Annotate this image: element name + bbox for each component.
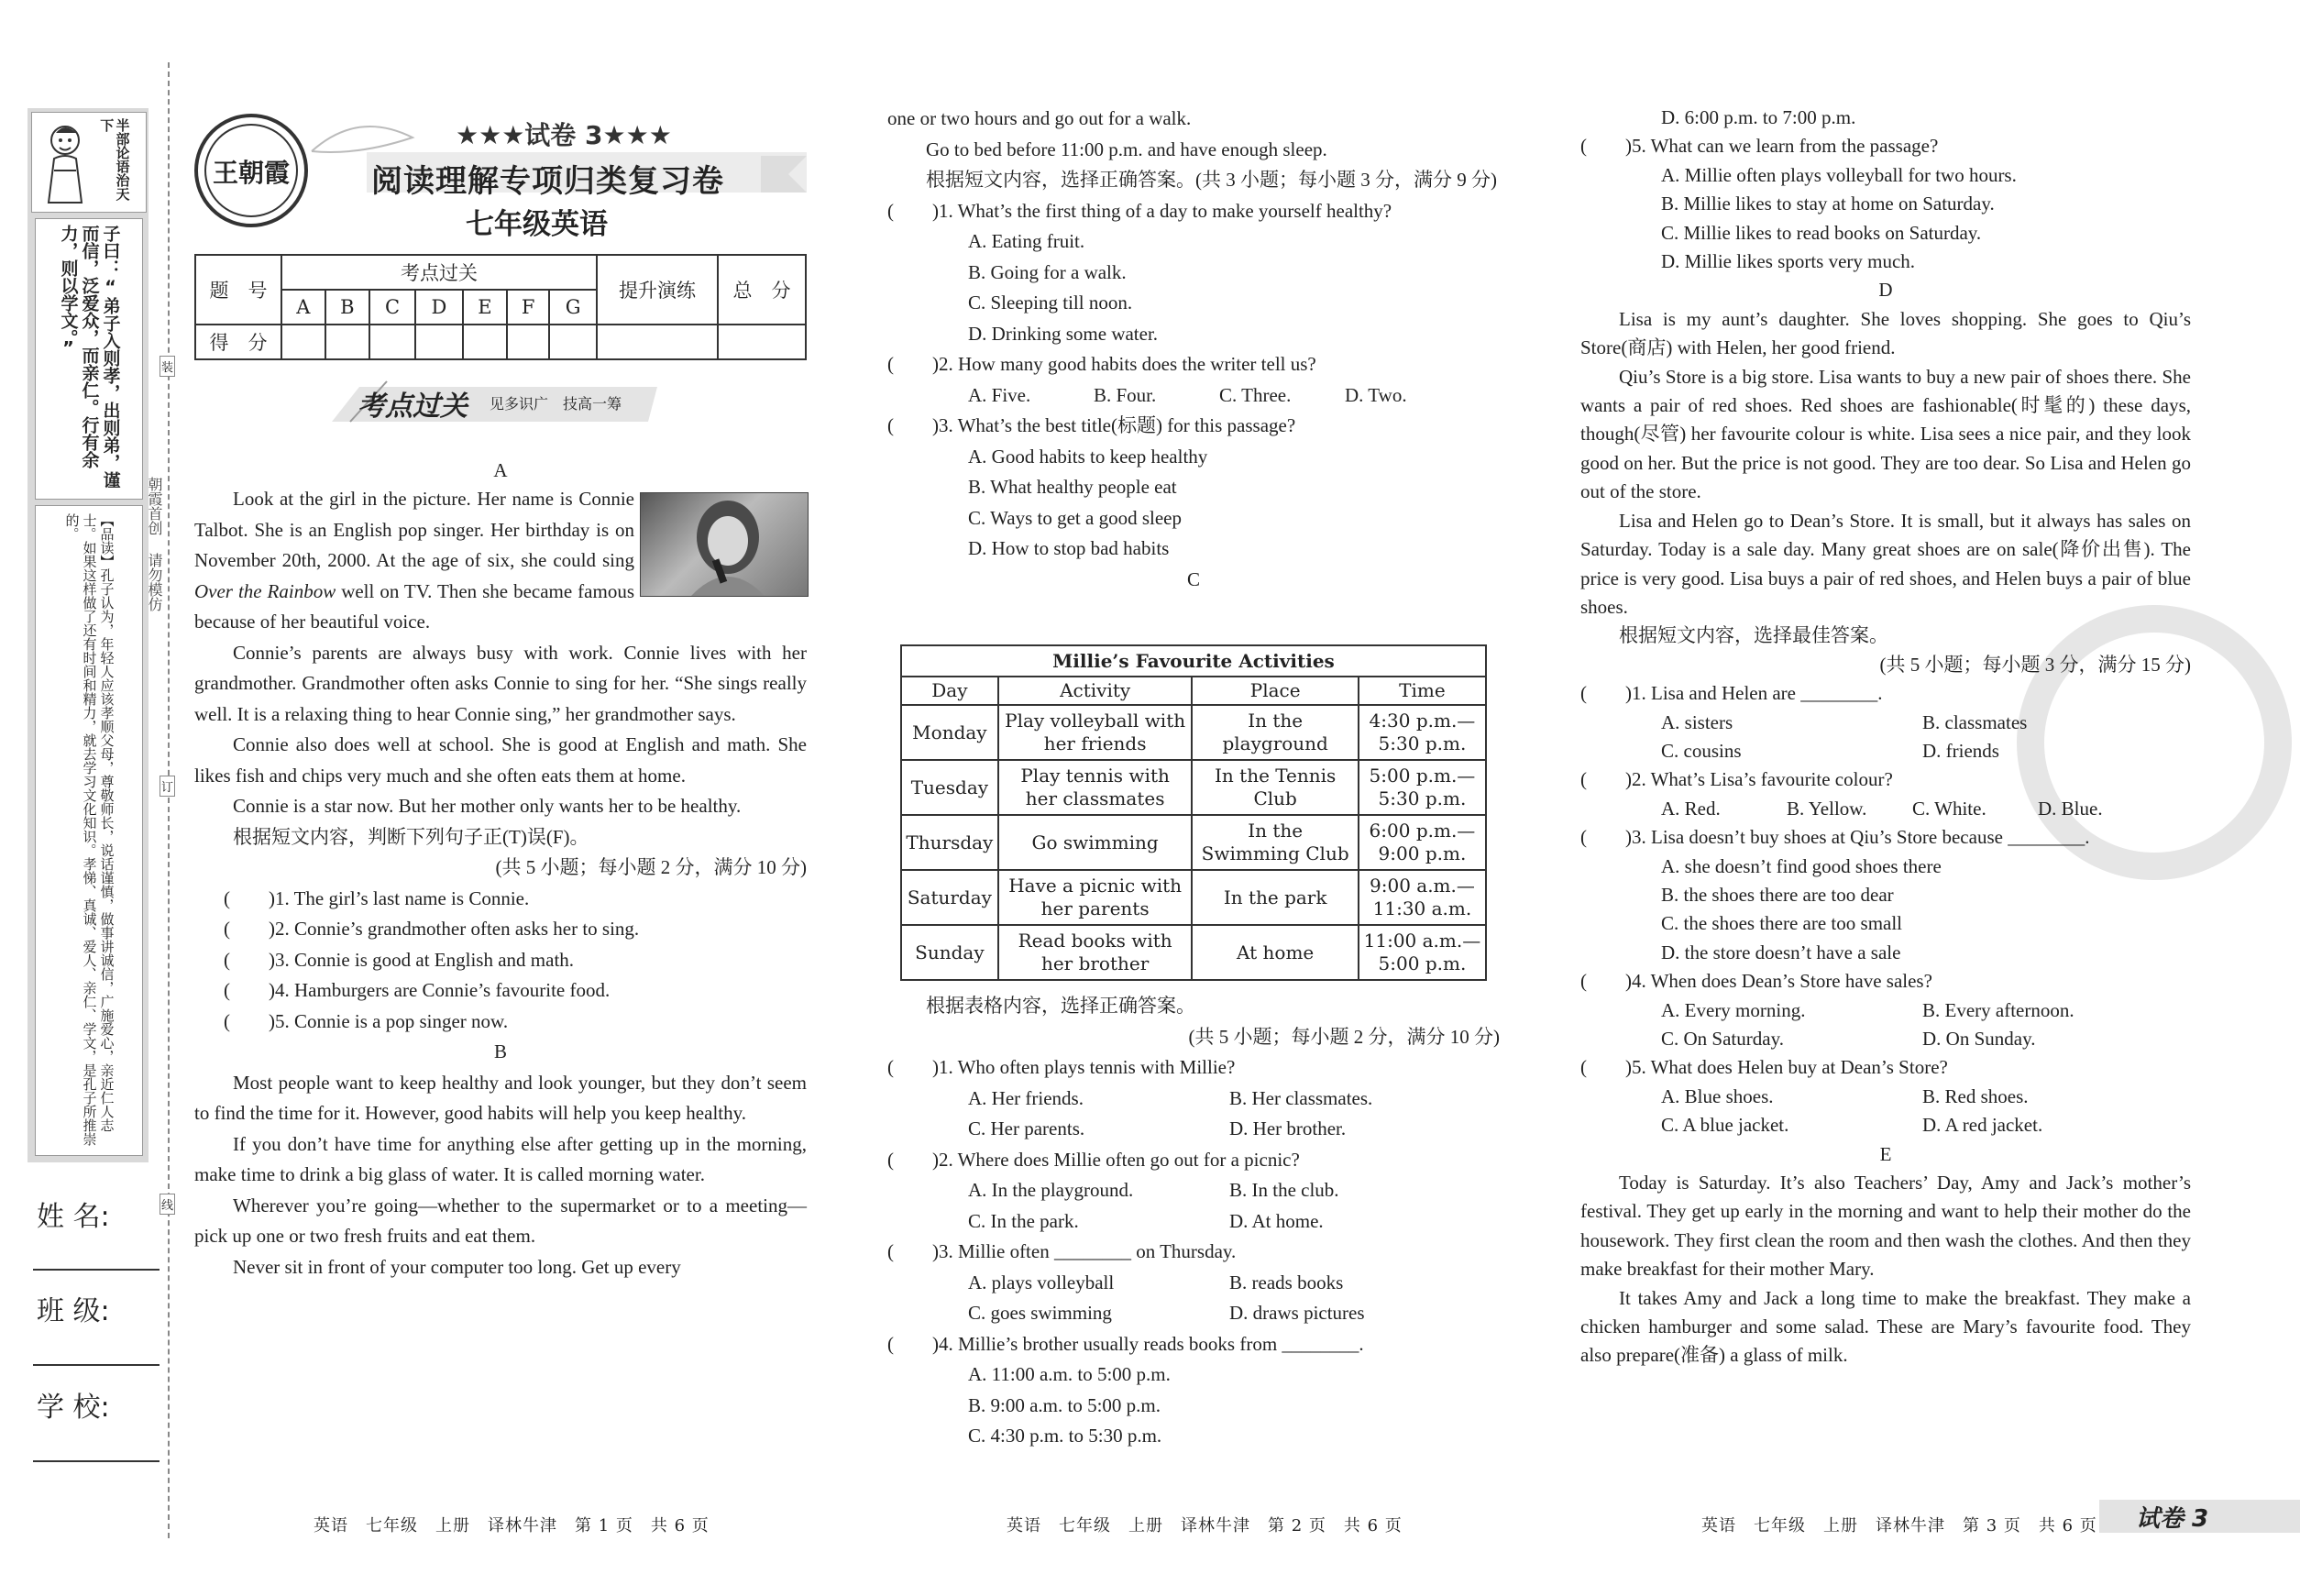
- d-question-3[interactable]: ( )3. Lisa doesn’t buy shoes at Qiu’s Store because ________.: [1580, 826, 2090, 849]
- col-tihao: 题 号: [195, 255, 281, 325]
- b-question-3[interactable]: ( )3. What’s the best title(标题) for this passage?: [887, 414, 1296, 436]
- d-q3-option[interactable]: A. she doesn’t find good shoes there: [1661, 854, 1942, 877]
- passage-d-label: D: [1878, 279, 1893, 302]
- c-q3-option[interactable]: A. plays volleyball: [968, 1271, 1115, 1293]
- table-row: [901, 705, 1486, 760]
- col-zongfen: 总 分: [718, 255, 806, 325]
- school-line[interactable]: [33, 1460, 160, 1462]
- sage-figure-icon: [38, 120, 93, 204]
- b-question-1[interactable]: ( )1. What’s the first thing of a day to make yourself healthy?: [887, 199, 1392, 222]
- letter-cell: D: [415, 290, 463, 325]
- d-q2-option[interactable]: C. White.: [1912, 797, 1986, 820]
- score-cell[interactable]: [507, 325, 549, 359]
- a-question[interactable]: ( )5. Connie is a pop singer now.: [224, 1009, 509, 1032]
- a-para-1-end: well on TV. Then she became famous because of her beautiful voice.: [194, 579, 634, 633]
- d-q1-option[interactable]: D. friends: [1922, 739, 1999, 762]
- e-para-2: It takes Amy and Jack a long time to make the breakfast. They make a chicken hamburger and some salad. These are Mary’s favourite food. They also prepare(准备) a glass of milk.: [1580, 1286, 2191, 1367]
- b-para-4: Never sit in front of your computer too long. Get up every: [233, 1255, 681, 1278]
- song-title: Over the Rainbow: [194, 579, 336, 602]
- c-points: (共 5 小题；每小题 2 分，满分 10 分): [1188, 1025, 1500, 1048]
- letter-cell: E: [463, 290, 507, 325]
- letter-cell: A: [281, 290, 325, 325]
- class-label: 班 级:: [37, 1295, 110, 1327]
- table-title: Millie’s Favourite Activities: [901, 645, 1486, 677]
- footer-page-1: 英语 七年级 上册 译林牛津 第 1 页 共 6 页: [314, 1516, 710, 1535]
- score-table: [194, 254, 807, 360]
- paper-number: ★★★试卷 3★★★: [456, 120, 672, 150]
- c-q4-option[interactable]: D. 6:00 p.m. to 7:00 p.m.: [1661, 106, 1856, 128]
- table-header: Time: [1359, 677, 1486, 705]
- cut-mark: 装: [160, 356, 175, 377]
- c-q5-option[interactable]: C. Millie likes to read books on Saturday.: [1661, 221, 1982, 244]
- c-q5-option[interactable]: A. Millie often plays volleyball for two hours.: [1661, 163, 2017, 186]
- table-cell: Monday: [901, 705, 998, 760]
- table-cell: 9:00 a.m.—11:30 a.m.: [1359, 870, 1486, 925]
- c-q3-option[interactable]: B. reads books: [1229, 1271, 1344, 1293]
- b-q1-option[interactable]: C. Sleeping till noon.: [968, 292, 1133, 314]
- d-question-2[interactable]: ( )2. What’s Lisa’s favourite colour?: [1580, 768, 1893, 791]
- d-q1-option[interactable]: A. sisters: [1661, 710, 1733, 733]
- table-row: [901, 925, 1486, 980]
- c-q1-option[interactable]: A. Her friends.: [968, 1086, 1084, 1109]
- pindu-box: [35, 505, 143, 1156]
- passage-c-label: C: [1186, 567, 1200, 590]
- c-q3-option[interactable]: D. draws pictures: [1229, 1302, 1365, 1324]
- column-2: [887, 104, 1500, 595]
- motto-head: 半部论语治天下: [98, 118, 131, 201]
- table-header: Day: [901, 677, 998, 705]
- table-row: [901, 870, 1486, 925]
- e-para-1: Today is Saturday. It’s also Teachers’ Day, Amy and Jack’s mother’s festival. They get up early in the morning and want to help their mother do the housework. They first clean the room and then wash the clothes. And then they make breakfast for their mother Mary.: [1580, 1172, 2191, 1281]
- score-cell[interactable]: [718, 325, 806, 359]
- c-question-5[interactable]: ( )5. What can we learn from the passage?: [1580, 135, 1939, 158]
- d-para-1: Lisa is my aunt’s daughter. She loves shopping. She goes to Qiu’s Store(商店) with Helen, her good friend.: [1580, 307, 2191, 359]
- passage-b-label: B: [493, 1040, 507, 1062]
- cut-mark: 订: [160, 776, 175, 797]
- c-q4-option[interactable]: C. 4:30 p.m. to 5:30 p.m.: [968, 1425, 1162, 1447]
- b-para-5: Go to bed before 11:00 p.m. and have enough sleep.: [926, 138, 1327, 160]
- b-para-1: Most people want to keep healthy and look younger, but they don’t seem to find the time for it. However, good habits will help you keep healthy.: [194, 1071, 807, 1124]
- d-q5-option[interactable]: B. Red shoes.: [1922, 1084, 2029, 1107]
- c-question-3[interactable]: ( )3. Millie often ________ on Thursday.: [887, 1240, 1237, 1262]
- c-question-2[interactable]: ( )2. Where does Millie often go out for a picnic?: [887, 1148, 1300, 1171]
- table-header: Activity: [998, 677, 1193, 705]
- c-q2-option[interactable]: D. At home.: [1229, 1209, 1324, 1232]
- d-instructions: 根据短文内容，选择最佳答案。: [1619, 624, 1888, 647]
- d-q1-option[interactable]: C. cousins: [1661, 739, 1742, 762]
- d-question-4[interactable]: ( )4. When does Dean’s Store have sales?: [1580, 970, 1932, 993]
- table-cell: 5:00 p.m.—5:30 p.m.: [1359, 760, 1486, 815]
- c-q2-option[interactable]: C. In the park.: [968, 1209, 1079, 1232]
- letter-cell: B: [325, 290, 369, 325]
- letter-cell: G: [549, 290, 597, 325]
- table-cell: Play volleyball with her friends: [998, 705, 1193, 760]
- b-q2-option[interactable]: D. Two.: [1345, 383, 1407, 406]
- col-tisheng: 提升演练: [597, 255, 718, 325]
- letter-cell: F: [507, 290, 549, 325]
- b-instructions: 根据短文内容，选择正确答案。(共 3 小题；每小题 3 分，满分 9 分): [926, 169, 1497, 191]
- a-points: (共 5 小题；每小题 2 分，满分 10 分): [495, 856, 807, 878]
- score-cell[interactable]: [549, 325, 597, 359]
- table-cell: In the park: [1192, 870, 1358, 925]
- table-cell: Go swimming: [998, 815, 1193, 870]
- b-q1-option[interactable]: D. Drinking some water.: [968, 322, 1159, 345]
- pindu-text: 【品读】孔子认为，年轻人应该孝顺父母，尊敬师长，说话谨慎，做事讲诚信，广施爱心，亲近仁人志士。如果这样做了还有时间和精力，就去学习文化知识。孝悌、真诚、爱人、亲仁、学文，是孔子所推崇的。: [63, 513, 116, 1146]
- score-cell[interactable]: [597, 325, 718, 359]
- c-q1-option[interactable]: D. Her brother.: [1229, 1117, 1347, 1139]
- b-para-3: Wherever you’re going—whether to the supermarket or to a meeting—pick up one or two fresh fruits and eat them.: [194, 1194, 807, 1247]
- d-q3-option[interactable]: B. the shoes there are too dear: [1661, 883, 1894, 906]
- score-cell[interactable]: [281, 325, 325, 359]
- passage-a-label: A: [493, 459, 508, 481]
- banner-slogan: 见多识广 技高一筹: [490, 397, 622, 413]
- table-cell: 4:30 p.m.—5:30 p.m.: [1359, 705, 1486, 760]
- b-q2-option[interactable]: C. Three.: [1219, 383, 1292, 406]
- a-para-1: Look at the girl in the picture. Her name is Connie Talbot. She is an English pop singer. Her birthday is on November 20th, 2000. At the age of six, she could sing: [194, 488, 634, 571]
- score-cell[interactable]: [463, 325, 507, 359]
- table-cell: Play tennis with her classmates: [998, 760, 1193, 815]
- a-question[interactable]: ( )1. The girl’s last name is Connie.: [224, 886, 530, 909]
- d-q2-option[interactable]: B. Yellow.: [1787, 797, 1867, 820]
- d-q4-option[interactable]: B. Every afternoon.: [1922, 998, 2074, 1021]
- table-cell: Saturday: [901, 870, 998, 925]
- banner-title: 考点过关: [358, 391, 468, 422]
- c-question-1[interactable]: ( )1. Who often plays tennis with Millie?: [887, 1056, 1236, 1078]
- main-title: 阅读理解专项归类复习卷: [371, 163, 724, 200]
- d-q4-option[interactable]: A. Every morning.: [1661, 998, 1806, 1021]
- a-para-3: Connie also does well at school. She is good at English and math. She likes fish and chips very much and she often eats them at home.: [194, 733, 807, 787]
- c-q2-option[interactable]: A. In the playground.: [968, 1179, 1134, 1201]
- a-question[interactable]: ( )2. Connie’s grandmother often asks her to sing.: [224, 918, 640, 940]
- c-q4-option[interactable]: B. 9:00 a.m. to 5:00 p.m.: [968, 1393, 1161, 1416]
- table-cell: In the Swimming Club: [1192, 815, 1358, 870]
- d-q3-option[interactable]: D. the store doesn’t have a sale: [1661, 941, 1901, 963]
- a-instructions: 根据短文内容，判断下列句子正(T)误(F)。: [233, 825, 589, 848]
- b-question-2[interactable]: ( )2. How many good habits does the writer tell us?: [887, 353, 1316, 375]
- table-cell: 11:00 a.m.—5:00 p.m.: [1359, 925, 1486, 980]
- d-para-3: Lisa and Helen go to Dean’s Store. It is small, but it always has sales on Saturday. Today is a sale day. Many great shoes are on sale(降价出售). The price is very good. Lisa buys a pair of red shoes, and Helen buys a pair of blue shoes.: [1580, 509, 2191, 618]
- d-q2-option[interactable]: D. Blue.: [2038, 797, 2103, 820]
- table-cell: Read books with her brother: [998, 925, 1193, 980]
- b-para-4-cont: one or two hours and go out for a walk.: [887, 107, 1192, 129]
- cut-line: [168, 62, 170, 1538]
- a-question[interactable]: ( )4. Hamburgers are Connie’s favourite food.: [224, 979, 611, 1001]
- c-q1-option[interactable]: C. Her parents.: [968, 1117, 1085, 1139]
- table-cell: Thursday: [901, 815, 998, 870]
- cut-mark: 线: [160, 1194, 175, 1215]
- table-header: Place: [1192, 677, 1358, 705]
- b-q3-option[interactable]: B. What healthy people eat: [968, 476, 1177, 498]
- table-cell: Tuesday: [901, 760, 998, 815]
- b-q1-option[interactable]: B. Going for a walk.: [968, 260, 1127, 283]
- table-row: [901, 815, 1486, 870]
- c-instructions: 根据表格内容，选择正确答案。: [926, 995, 1195, 1017]
- b-para-2: If you don’t have time for anything else after getting up in the morning, make time to drink a big glass of water. It is called morning water.: [194, 1132, 807, 1185]
- quote-box: [35, 218, 143, 500]
- name-label: 姓 名:: [37, 1201, 110, 1233]
- d-question-1[interactable]: ( )1. Lisa and Helen are ________.: [1580, 682, 1883, 705]
- d-q5-option[interactable]: D. A red jacket.: [1922, 1114, 2043, 1137]
- b-q3-option[interactable]: D. How to stop bad habits: [968, 537, 1170, 559]
- seal-text: 朝霞首创 请勿模仿: [146, 477, 163, 611]
- footer-page-2: 英语 七年级 上册 译林牛津 第 2 页 共 6 页: [1007, 1516, 1403, 1535]
- col-kaodian: 考点过关: [281, 255, 597, 290]
- logo-text: 王朝霞: [212, 158, 291, 188]
- score-cell[interactable]: [325, 325, 369, 359]
- badge-text: 试卷 3: [2136, 1505, 2209, 1533]
- score-cell[interactable]: [415, 325, 463, 359]
- column-2-lower: [887, 991, 1500, 1452]
- a-para-4: Connie is a star now. But her mother only wants her to be healthy.: [233, 795, 742, 817]
- name-line[interactable]: [33, 1269, 160, 1271]
- d-q4-option[interactable]: D. On Sunday.: [1922, 1028, 2036, 1050]
- d-q2-option[interactable]: A. Red.: [1661, 797, 1721, 820]
- b-q2-option[interactable]: B. Four.: [1094, 383, 1157, 406]
- d-q3-option[interactable]: C. the shoes there are too small: [1661, 912, 1903, 935]
- d-q5-option[interactable]: A. Blue shoes.: [1661, 1084, 1774, 1107]
- score-cell[interactable]: [369, 325, 415, 359]
- table-cell: Sunday: [901, 925, 998, 980]
- c-question-4[interactable]: ( )4. Millie’s brother usually reads books from ________.: [887, 1332, 1364, 1355]
- d-points: (共 5 小题；每小题 3 分，满分 15 分): [1879, 653, 2191, 676]
- column-3: [1580, 104, 2191, 1370]
- table-cell: At home: [1192, 925, 1358, 980]
- class-line[interactable]: [33, 1364, 160, 1366]
- activities-table: [900, 644, 1487, 981]
- table-cell: In the Tennis Club: [1192, 760, 1358, 815]
- c-q5-option[interactable]: D. Millie likes sports very much.: [1661, 250, 1916, 273]
- c-q5-option[interactable]: B. Millie likes to stay at home on Saturday.: [1661, 193, 1995, 215]
- row-defen: 得 分: [195, 325, 281, 359]
- d-q1-option[interactable]: B. classmates: [1922, 710, 2028, 733]
- c-q4-option[interactable]: A. 11:00 a.m. to 5:00 p.m.: [968, 1363, 1171, 1385]
- sub-title: 七年级英语: [466, 208, 608, 241]
- table-cell: Have a picnic with her parents: [998, 870, 1193, 925]
- passage-e-label: E: [1879, 1142, 1892, 1165]
- d-q4-option[interactable]: C. On Saturday.: [1661, 1028, 1784, 1050]
- letter-cell: C: [369, 290, 415, 325]
- school-label: 学 校:: [37, 1392, 110, 1424]
- d-question-5[interactable]: ( )5. What does Helen buy at Dean’s Store?: [1580, 1056, 1948, 1079]
- table-cell: 6:00 p.m.—9:00 p.m.: [1359, 815, 1486, 870]
- table-row: [901, 760, 1486, 815]
- c-q1-option[interactable]: B. Her classmates.: [1229, 1086, 1373, 1109]
- b-q3-option[interactable]: A. Good habits to keep healthy: [968, 445, 1208, 468]
- b-q3-option[interactable]: C. Ways to get a good sleep: [968, 506, 1182, 529]
- column-1: [194, 484, 807, 1282]
- c-q2-option[interactable]: B. In the club.: [1229, 1179, 1339, 1201]
- confucius-quote: 子曰：“弟子入则孝，出则弟，谨而信，泛爱众，而亲仁。行有余力，则以学文。”: [58, 225, 121, 489]
- motto-box: [31, 112, 147, 213]
- b-q2-option[interactable]: A. Five.: [968, 383, 1031, 406]
- footer-page-3: 英语 七年级 上册 译林牛津 第 3 页 共 6 页: [1701, 1516, 2097, 1535]
- b-q1-option[interactable]: A. Eating fruit.: [968, 230, 1085, 252]
- d-para-2: Qiu’s Store is a big store. Lisa wants to buy a new pair of shoes there. She wants a pair of red shoes. Red shoes are fashionable(时髦的) these days, though(尽管) her favourite colour is white. Lisa sees a nice pair, and they look good on her. But the price is not good. They are too dear. So Lisa and Helen go out of the store.: [1580, 365, 2191, 503]
- d-q5-option[interactable]: C. A blue jacket.: [1661, 1114, 1789, 1137]
- a-question[interactable]: ( )3. Connie is good at English and math.: [224, 948, 575, 971]
- logo-emblem: [193, 112, 310, 229]
- table-cell: In the playground: [1192, 705, 1358, 760]
- c-q3-option[interactable]: C. goes swimming: [968, 1302, 1112, 1324]
- a-para-2: Connie’s parents are always busy with work. Connie lives with her grandmother. Grandmother often asks Connie to sing for her. “She sings really well. It is a relaxing thing to hear Connie sing,” her grandmother says.: [194, 641, 807, 725]
